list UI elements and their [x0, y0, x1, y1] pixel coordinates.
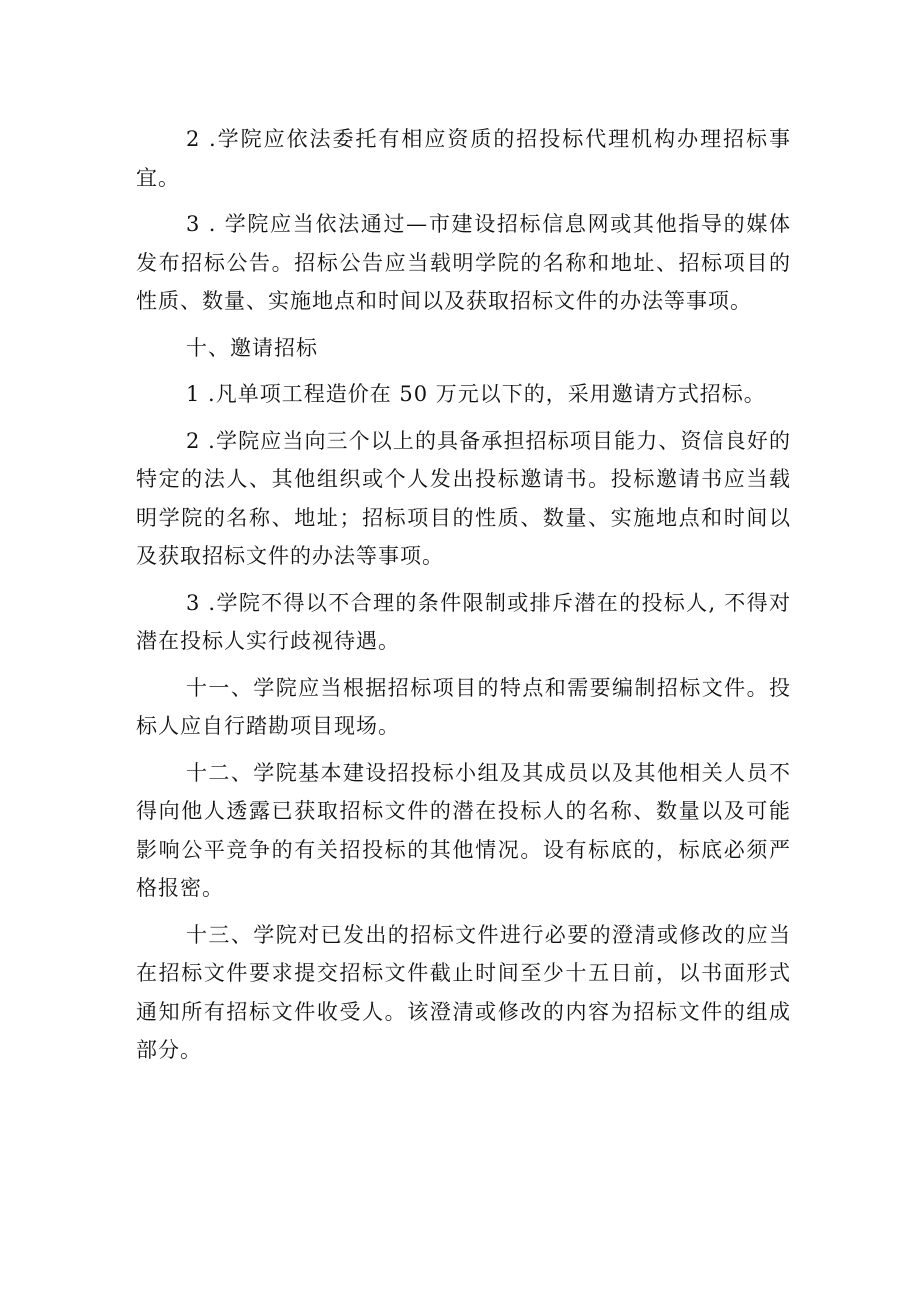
- paragraph-item-3-announcement: 3 . 学院应当依法通过—市建设招标信息网或其他指导的媒体发布招标公告。招标公告应当载明学院的名称和地址、招标项目的性质、数量、实施地点和时间以及获取招标文件的办法等事项。: [136, 212, 791, 313]
- paragraph-gap: [136, 414, 791, 422]
- paragraph-section-13: 十三、学院对已发出的招标文件进行必要的澄清或修改的应当在招标文件要求提交招标文件截止时间至少十五日前，以书面形式通知所有招标文件收受人。该澄清或修改的内容为招标文件的组成部分。: [136, 922, 791, 1062]
- paragraph-section-11: 十一、学院应当根据招标项目的特点和需要编制招标文件。投标人应自行踏勘项目现场。: [136, 675, 791, 738]
- section-heading-invitation: 十、邀请招标: [186, 335, 318, 360]
- paragraph-item-2-agency: 2 .学院应依法委托有相应资质的招投标代理机构办理招标事宜。: [136, 127, 791, 190]
- paragraph-gap: [136, 661, 791, 669]
- paragraph-item-1-threshold: 1 .凡单项工程造价在 50 万元以下的，采用邀请方式招标。: [186, 382, 766, 406]
- document-body: [136, 120, 791, 1070]
- paragraph-item-3-no-discrimination: 3 .学院不得以不合理的条件限制或排斥潜在的投标人, 不得对潜在投标人实行歧视待遇。: [136, 590, 791, 653]
- paragraph-gap: [136, 197, 791, 205]
- paragraph-item-2-invitation-letter: 2 .学院应当向三个以上的具备承担招标项目能力、资信良好的特定的法人、其他组织或个人发出投标邀请书。投标邀请书应当载明学院的名称、地址；招标项目的性质、数量、实施地点和时间以及获取招标文件的办法等事项。: [136, 428, 791, 568]
- paragraph-gap: [136, 746, 791, 754]
- paragraph-gap: [136, 576, 791, 584]
- paragraph-gap: [136, 367, 791, 375]
- paragraph-gap: [136, 908, 791, 916]
- paragraph-section-12: 十二、学院基本建设招投标小组及其成员以及其他相关人员不得向他人透露已获取招标文件的潜在投标人的名称、数量以及可能影响公平竞争的有关招投标的其他情况。设有标底的，标底必须严格报密。: [136, 760, 791, 900]
- paragraph-gap: [136, 321, 791, 329]
